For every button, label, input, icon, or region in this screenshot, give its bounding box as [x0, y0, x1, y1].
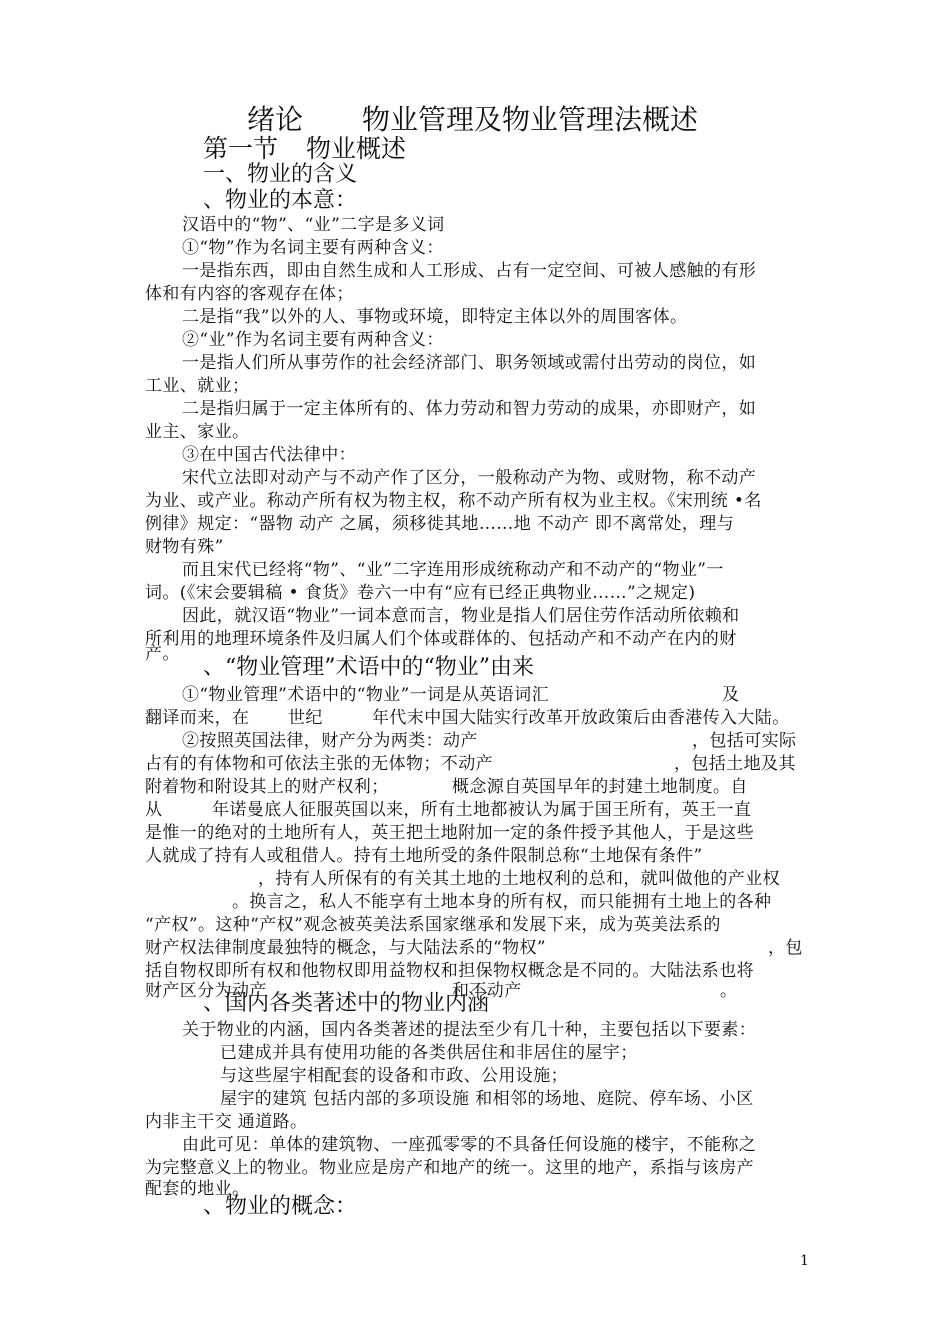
text-line: ，包括可实际	[692, 731, 797, 751]
text-line: 产。	[145, 644, 180, 664]
heading-gainian: 、物业的概念：	[203, 1194, 358, 1219]
text-line: 所利用的地理环境条件及归属人们个体或群体的、包括动产和不动产在内的财	[145, 629, 737, 649]
heading-benyi: 、物业的本意：	[203, 188, 358, 213]
text-line: 概念源自英国早年的封建土地制度。自	[452, 777, 748, 797]
text-line: 一是指东西，即由自然生成和人工形成、占有一定空间、可被人感触的有形	[182, 261, 757, 281]
text-line: ，包括土地及其	[674, 754, 796, 774]
heading-guonei: 、国内各类著述中的物业内涵	[203, 991, 490, 1016]
text-line: 一是指人们所从事劳作的社会经济部门、职务领域或需付出劳动的岗位，如	[182, 353, 757, 373]
section-title: 物业概述	[306, 134, 407, 163]
text-line: ，持有人所保有的有关其土地的土地权利的总和，就叫做他的产业权	[258, 869, 780, 889]
text-line: 财产权法律制度最独特的概念，与大陆法系的“物权”	[145, 938, 546, 958]
text-line: 和不动产	[452, 981, 522, 1001]
text-line: 配套的地业。	[145, 1179, 250, 1199]
text-line: 。换言之，私人不能享有土地本身的所有权，而只能拥有土地上的各种	[232, 892, 772, 912]
text-line: ①“物”作为名词主要有两种含义：	[182, 238, 444, 258]
subsection-heading-1: 一、物业的含义	[203, 162, 358, 187]
text-line: 已建成并具有使用功能的各类供居住和非居住的屋宇；	[220, 1043, 638, 1063]
text-line: ①“物业管理”术语中的“物业”一词是从英语词汇	[182, 685, 549, 705]
text-line: 及	[722, 685, 740, 705]
text-line: 例律》规定：“器物 动产 之属，须移徙其地……地 不动产 即不离常处，理与	[145, 514, 735, 534]
text-line: 由此可见：单体的建筑物、一座孤零零的不具备任何设施的楼宇，不能称之	[182, 1135, 757, 1155]
text-line: 因此，就汉语“物业”一词本意而言，物业是指人们居住劳作活动所依赖和	[182, 606, 740, 626]
text-line: 从	[145, 800, 163, 820]
text-line: ③在中国古代法律中：	[182, 445, 356, 465]
text-line: 内非主干交 通道路。	[145, 1112, 308, 1132]
text-line: 括自物权即所有权和他物权即用益物权和担保物权概念是不同的。大陆法系也将	[145, 961, 754, 981]
text-line: 工业、就业；	[145, 376, 250, 396]
text-line: 翻译而来，在	[145, 708, 250, 728]
chapter-label: 绪论	[247, 103, 304, 136]
text-line: 人就成了持有人或租借人。持有土地所受的条件限制总称“土地保有条件”	[145, 846, 703, 866]
page-number: 1	[800, 1253, 809, 1269]
text-line: 财产区分为动产	[145, 981, 267, 1001]
text-line: 屋宇的建筑 包括内部的多项设施 和相邻的场地、庭院、停车场、小区	[220, 1089, 754, 1109]
text-line: 为完整意义上的物业。物业应是房产和地产的统一。这里的地产，系指与该房产	[145, 1158, 754, 1178]
text-line: 而且宋代已经将“物”、“业”二字连用形成统称动产和不动产的“物业”一	[182, 560, 724, 580]
heading-youlai: 、“物业管理”术语中的“物业”由来	[203, 655, 534, 680]
text-line: ②“业”作为名词主要有两种含义：	[182, 330, 444, 350]
text-line: 业主、家业。	[145, 422, 250, 442]
text-line: 是惟一的绝对的土地所有人，英王把土地附加一定的条件授予其他人，于是这些	[145, 823, 754, 843]
text-line: “产权”。这种“产权”观念被英美法系国家继承和发展下来，成为英美法系的	[145, 915, 721, 935]
text-line: 占有的有体物和可依法主张的无体物；不动产	[145, 754, 493, 774]
text-line: 二是指“我”以外的人、事物或环境，即特定主体以外的周围客体。	[182, 307, 688, 327]
text-line: 为业、或产业。称动产所有权为物主权，称不动产所有权为业主权。《宋刑统 •名	[145, 491, 762, 511]
text-line: 体和有内容的客观存在体；	[145, 284, 354, 304]
text-line: 宋代立法即对动产与不动产作了区分，一般称动产为物、或财物，称不动产	[182, 468, 757, 488]
text-line: 词。(《宋会要辑稿 • 食货》卷六一中有“应有已经正典物业……”之规定)	[145, 583, 696, 603]
text-line: 汉语中的“物”、“业”二字是多义词	[182, 215, 445, 235]
text-line: 与这些屋宇相配套的设备和市政、公用设施；	[220, 1066, 568, 1086]
text-line: 年代末中国大陆实行改革开放政策后由香港传入大陆。	[372, 708, 790, 728]
text-line: 年诺曼底人征服英国以来，所有土地都被认为属于国王所有，英王一直	[212, 800, 752, 820]
text-line: 二是指归属于一定主体所有的、体力劳动和智力劳动的成果，亦即财产，如	[182, 399, 757, 419]
section-label: 第一节	[203, 134, 279, 163]
text-line: 附着物和附设其上的财产权利；	[145, 777, 389, 797]
text-line: ，包	[768, 938, 803, 958]
text-line: 。	[720, 981, 738, 1001]
chapter-title: 物业管理及物业管理法概述	[362, 103, 699, 136]
text-line: 财物有殊”	[145, 537, 224, 557]
text-line: ②按照英国法律，财产分为两类：动产	[182, 731, 478, 751]
text-line: 世纪	[288, 708, 323, 728]
text-line: 关于物业的内涵，国内各类著述的提法至少有几十种，主要包括以下要素：	[182, 1020, 757, 1040]
